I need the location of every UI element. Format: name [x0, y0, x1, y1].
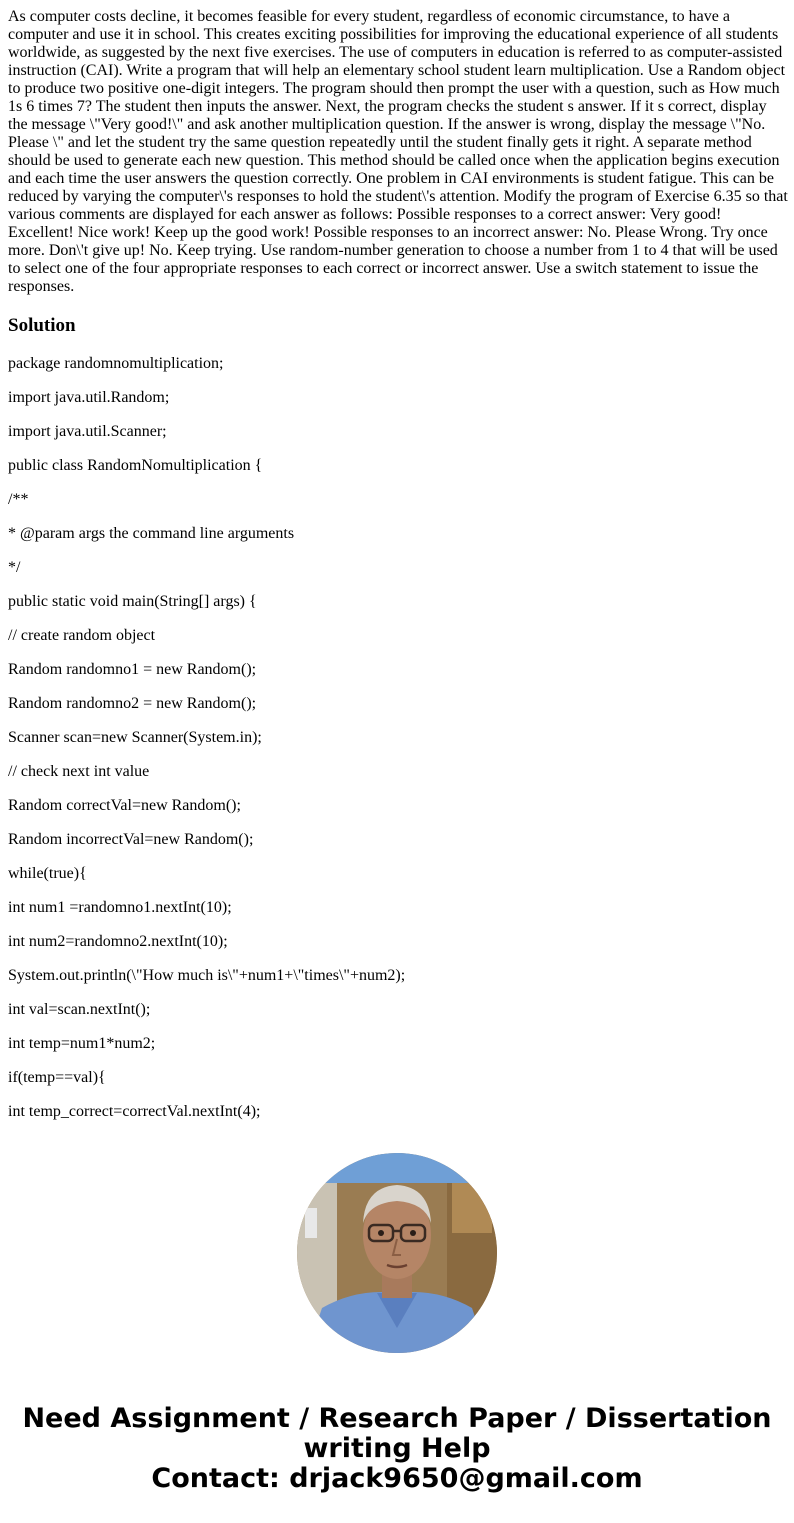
author-avatar [297, 1153, 497, 1353]
code-line: int num2=randomno2.nextInt(10); [8, 933, 228, 950]
code-line: int num1 =randomno1.nextInt(10); [8, 899, 232, 916]
code-line: // create random object [8, 627, 156, 644]
code-line: int temp=num1*num2; [8, 1035, 156, 1052]
solution-code [8, 355, 788, 1137]
code-line: Random randomno1 = new Random(); [8, 661, 257, 678]
code-line: Random correctVal=new Random(); [8, 797, 241, 814]
code-line: int val=scan.nextInt(); [8, 1001, 151, 1018]
promo-contact: Contact: drjack9650@gmail.com [151, 1463, 643, 1494]
code-line: Scanner scan=new Scanner(System.in); [8, 729, 262, 746]
promo-line-2: writing Help [303, 1433, 491, 1464]
author-photo-icon [297, 1153, 497, 1353]
code-line: /** [8, 491, 29, 508]
code-line: public static void main(String[] args) { [8, 593, 257, 610]
code-line: int temp_correct=correctVal.nextInt(4); [8, 1103, 261, 1120]
code-line: System.out.println(\"How much is\"+num1+\"times\"+num2); [8, 967, 406, 984]
code-line: * @param args the command line arguments [8, 525, 295, 542]
code-line: Random incorrectVal=new Random(); [8, 831, 254, 848]
code-line: // check next int value [8, 763, 150, 780]
code-line: import java.util.Random; [8, 389, 170, 406]
solution-heading: Solution [8, 315, 76, 336]
code-line: package randomnomultiplication; [8, 355, 224, 372]
promo-banner [0, 1404, 794, 1494]
code-line: */ [8, 559, 21, 576]
code-line: public class RandomNomultiplication { [8, 457, 263, 474]
promo-line-1: Need Assignment / Research Paper / Dissertation [22, 1403, 772, 1434]
question-text: As computer costs decline, it becomes feasible for every student, regardless of economic circumstance, to have a computer and use it in school. This creates exciting possibilities for improving the educational experience of all students worldwide, as suggested by the next five exercises. The use of computers in education is referred to as computer-assisted instruction (CAI). Write a program that will help an elementary school student learn multiplication. Use a Random object to produce two positive one-digit integers. The program should then prompt the user with a question, such as How much 1s 6 times 7? The student then inputs the answer. Next, the program checks the student s answer. If it s correct, display the message \"Very good!\" and ask another multiplication question. If the answer is wrong, display the message \"No. Please \" and let the student try the same question repeatedly until the student finally gets it right. A separate method should be used to generate each new question. This method should be called once when the application begins execution and each time the user answers the question correctly. One problem in CAI environments is student fatigue. This can be reduced by varying the computer\'s responses to hold the student\'s attention. Modify the program of Exercise 6.35 so that various comments are displayed for each answer as follows: Possible responses to a correct answer: Very good! Excellent! Nice work! Keep up the good work! Possible responses to an incorrect answer: No. Please Wrong. Try once more. Don\'t give up! No. Keep trying. Use random-number generation to choose a number from 1 to 4 that will be used to select one of the four appropriate responses to each correct or incorrect answer. Use a switch statement to issue the responses. [8, 8, 788, 295]
code-line: Random randomno2 = new Random(); [8, 695, 257, 712]
code-line: if(temp==val){ [8, 1069, 106, 1086]
code-line: while(true){ [8, 865, 87, 882]
code-line: import java.util.Scanner; [8, 423, 167, 440]
